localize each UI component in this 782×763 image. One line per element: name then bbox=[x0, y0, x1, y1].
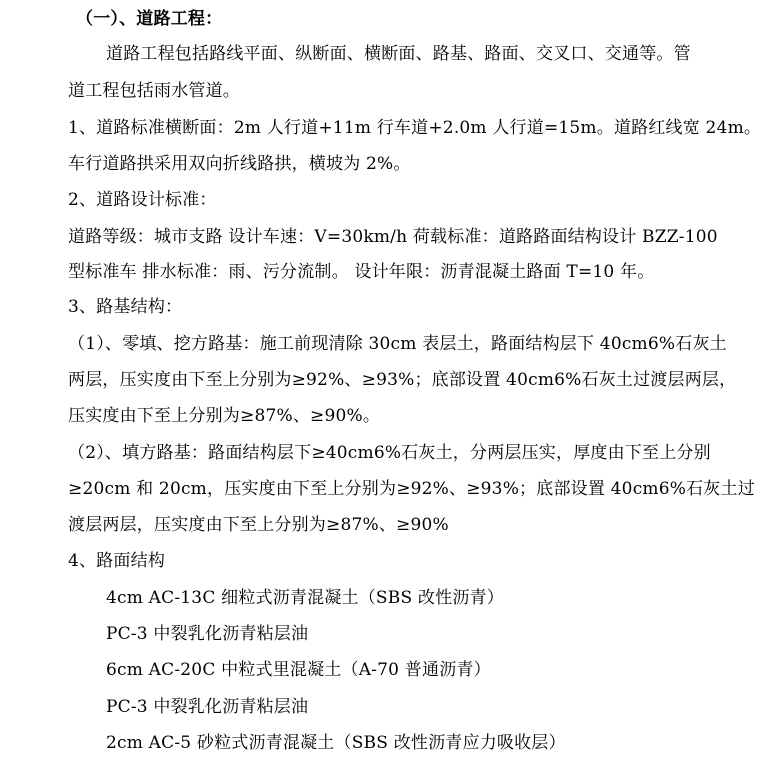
item-3-line: ≥20cm 和 20cm，压实度由下至上分别为≥92%、≥93%；底部设置 40cm6%石灰土过 bbox=[68, 479, 755, 499]
pavement-layer: 4cm AC-13C 细粒式沥青混凝土（SBS 改性沥青） bbox=[106, 588, 504, 608]
item-3-line: （2）、填方路基：路面结构层下≥40cm6%石灰土，分两层压实，厚度由下至上分别 bbox=[68, 443, 711, 463]
item-2-line: 道路等级：城市支路 设计车速：V=30km/h 荷载标准：道路路面结构设计 BZZ-100 bbox=[68, 227, 718, 247]
item-3-line: 渡层两层，压实度由下至上分别为≥87%、≥90% bbox=[68, 515, 449, 535]
item-3-line: 两层，压实度由下至上分别为≥92%、≥93%；底部设置 40cm6%石灰土过渡层两层， bbox=[68, 370, 737, 390]
item-2-line: 型标准车 排水标准：雨、污分流制。 设计年限：沥青混凝土路面 T=10 年。 bbox=[68, 262, 655, 282]
intro-line: 道路工程包括路线平面、纵断面、横断面、路基、路面、交叉口、交通等。管 bbox=[106, 44, 691, 64]
item-3-line: 压实度由下至上分别为≥87%、≥90%。 bbox=[68, 406, 381, 426]
section-heading: （一）、道路工程： bbox=[76, 9, 223, 29]
item-3-line: （1）、零填、挖方路基：施工前现清除 30cm 表层土，路面结构层下 40cm6%石灰土 bbox=[68, 334, 727, 354]
item-4-title: 4、路面结构 bbox=[68, 551, 166, 571]
item-1-line: 车行道路拱采用双向折线路拱，横坡为 2%。 bbox=[68, 154, 411, 174]
item-1-title: 1、道路标准横断面：2m 人行道+11m 行车道+2.0m 人行道=15m。道路红线宽 24m。 bbox=[68, 118, 762, 138]
pavement-layer: 6cm AC-20C 中粒式里混凝土（A-70 普通沥青） bbox=[106, 660, 491, 680]
pavement-layer: 2cm AC-5 砂粒式沥青混凝土（SBS 改性沥青应力吸收层） bbox=[106, 733, 566, 753]
intro-line: 道工程包括雨水管道。 bbox=[68, 81, 240, 101]
pavement-layer: PC-3 中裂乳化沥青粘层油 bbox=[106, 624, 309, 644]
item-3-title: 3、路基结构： bbox=[68, 297, 183, 317]
pavement-layer: PC-3 中裂乳化沥青粘层油 bbox=[106, 697, 309, 717]
item-2-title: 2、道路设计标准： bbox=[68, 190, 217, 210]
